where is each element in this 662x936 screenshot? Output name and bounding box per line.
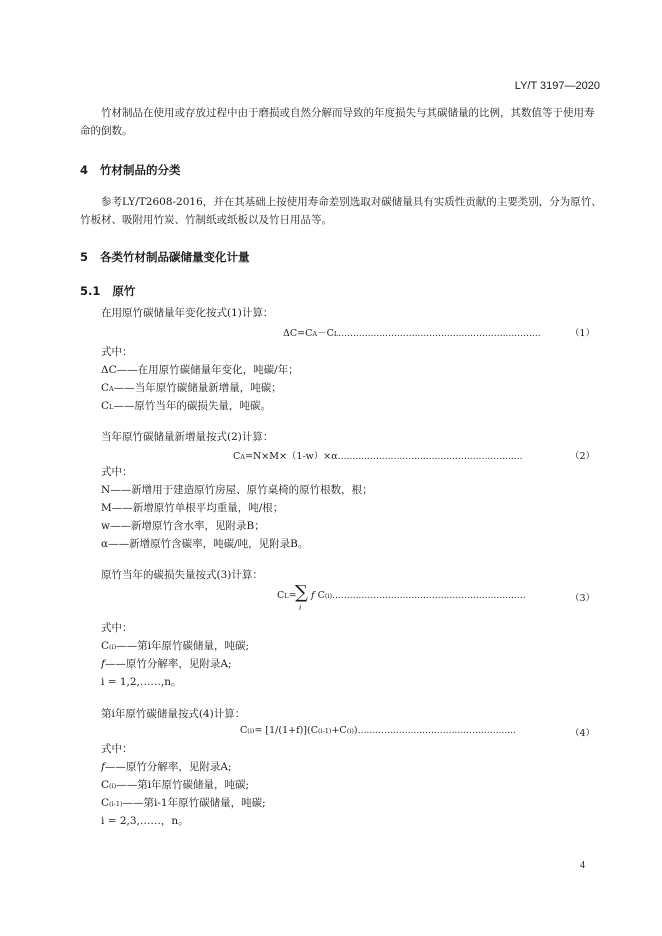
where-label: 式中：: [101, 743, 133, 755]
formula-part: =N×M×（1-w）×α: [244, 451, 338, 462]
section-title: 各类竹材制品碳储量变化计量: [100, 250, 250, 264]
def-symbol: f: [101, 658, 105, 670]
definition-line: [101, 758, 232, 776]
formula-part: = [1/(1+f)](C: [254, 725, 318, 736]
section-title: 竹材制品的分类: [100, 163, 181, 177]
def-sub: (i-1): [109, 800, 123, 808]
formula-part: f: [311, 590, 315, 601]
section-5-heading: [80, 249, 250, 265]
def-sub: (i): [109, 643, 117, 651]
eq1-intro: 在用原竹碳储量年变化按式(1)计算：: [101, 307, 274, 319]
def-symbol: C: [101, 779, 110, 791]
eq2-number: （2）: [570, 451, 596, 462]
def-symbol: C: [101, 382, 110, 394]
standard-code: LY/T 3197—2020: [514, 80, 600, 92]
formula-sub: (i): [247, 727, 255, 735]
def-text: ——原竹分解率，见附录A;: [104, 761, 232, 773]
definition-line: [101, 776, 249, 795]
eq3-intro: 原竹当年的碳损失量按式(3)计算：: [101, 569, 263, 581]
definition-line: α——新增原竹含碳率，吨碳/吨，见附录B。: [101, 538, 309, 550]
def-text: ——第i年原竹碳储量，吨碳;: [116, 640, 250, 652]
def-sub: (i): [109, 782, 117, 790]
def-text: ——第i-1年原竹碳储量，吨碳;: [122, 797, 266, 809]
page-number: 4: [580, 860, 585, 871]
def-text: ——原竹分解率，见附录A;: [104, 658, 232, 670]
eq3-number: （3）: [570, 593, 596, 604]
formula-part: C: [233, 451, 241, 462]
formula-sub: (i): [346, 727, 354, 735]
formula-part: ): [353, 725, 358, 736]
eq4-intro: 第i年原竹碳储量按式(4)计算：: [101, 708, 246, 720]
leader-dots: …………………………………………………………: [332, 591, 526, 601]
definition-line: [101, 397, 271, 416]
definition-line: [101, 794, 266, 813]
formula-part: －C: [317, 328, 334, 339]
leader-dots: ………………………………………………………: [337, 452, 523, 462]
eq3-formula-rhs: [311, 590, 526, 601]
where-label: 式中：: [101, 346, 133, 358]
def-symbol: C: [101, 400, 110, 412]
definition-line: M——新增原竹单根平均重量，吨/根；: [101, 502, 284, 514]
formula-part: +C: [331, 725, 347, 736]
formula-part: =: [288, 590, 297, 601]
formula-part: ΔC=C: [283, 328, 313, 339]
def-text: ——当年原竹碳储量新增量，吨碳；: [113, 382, 282, 394]
eq2-intro: 当年原竹碳储量新增量按式(2)计算：: [101, 431, 274, 443]
formula-sub: L: [333, 330, 339, 338]
def-symbol: C: [101, 797, 110, 809]
eq3-formula: [277, 590, 297, 601]
section-number: 5.1: [80, 284, 101, 298]
summation-sign: ∑: [295, 582, 308, 603]
formula-sub: (i): [324, 592, 332, 600]
def-text: ——第i年原竹碳储量，吨碳;: [116, 779, 250, 791]
formula-part: C: [240, 725, 248, 736]
eq4-formula: [240, 725, 516, 736]
eq1-number: （1）: [570, 328, 596, 339]
definition-line: [101, 379, 282, 398]
section-number: 5: [80, 250, 89, 264]
def-text: ——原竹当年的碳损失量，吨碳。: [113, 400, 271, 412]
def-sub: A: [109, 385, 114, 393]
where-label: 式中：: [101, 466, 133, 478]
formula-sub: (i-1): [317, 727, 332, 735]
formula-part: C: [277, 590, 285, 601]
definition-line: [101, 655, 232, 673]
definition-line: i = 2,3,……，n。: [101, 815, 189, 827]
def-symbol: f: [101, 761, 105, 773]
section-5-1-heading: [80, 283, 135, 299]
formula-part: C: [317, 590, 325, 601]
definition-line: i = 1,2,……,n。: [101, 676, 182, 688]
eq2-formula: [233, 448, 522, 462]
intro-paragraph: 竹材制品在使用或存放过程中由于磨损或自然分解而导致的年度损失与其碳储量的比例，其数值等于使用寿命的倒数。: [80, 107, 595, 137]
summation-index: i: [299, 604, 302, 612]
definition-line: [101, 637, 249, 656]
section-4-body: 参考LY/T2608-2016，并在其基础上按使用寿命差别选取对碳储量具有实质性贡献的主要类别，分为原竹、竹板材、吸附用竹炭、竹制纸或纸板以及竹日用品等。: [80, 196, 602, 226]
definition-line: w——新增原竹含水率，见附录B；: [101, 520, 265, 532]
formula-sub: A: [240, 453, 245, 461]
formula-sub: L: [284, 592, 289, 600]
leader-dots: ……………………………………………………………: [338, 329, 541, 339]
section-number: 4: [80, 163, 89, 177]
where-label: 式中：: [101, 622, 133, 634]
definition-line: N——新增用于建造原竹房屋、原竹桌椅的原竹根数，根；: [101, 484, 373, 496]
eq4-number: （4）: [570, 728, 596, 739]
def-sub: L: [109, 403, 114, 411]
section-title: 原竹: [112, 284, 136, 298]
formula-sub: A: [312, 330, 318, 338]
definition-line: ΔC——在用原竹碳储量年变化，吨碳/年；: [101, 364, 299, 376]
section-4-heading: [80, 162, 181, 178]
def-symbol: C: [101, 640, 110, 652]
leader-dots: ………………………………………………: [357, 726, 516, 736]
eq1-formula: [283, 325, 541, 339]
